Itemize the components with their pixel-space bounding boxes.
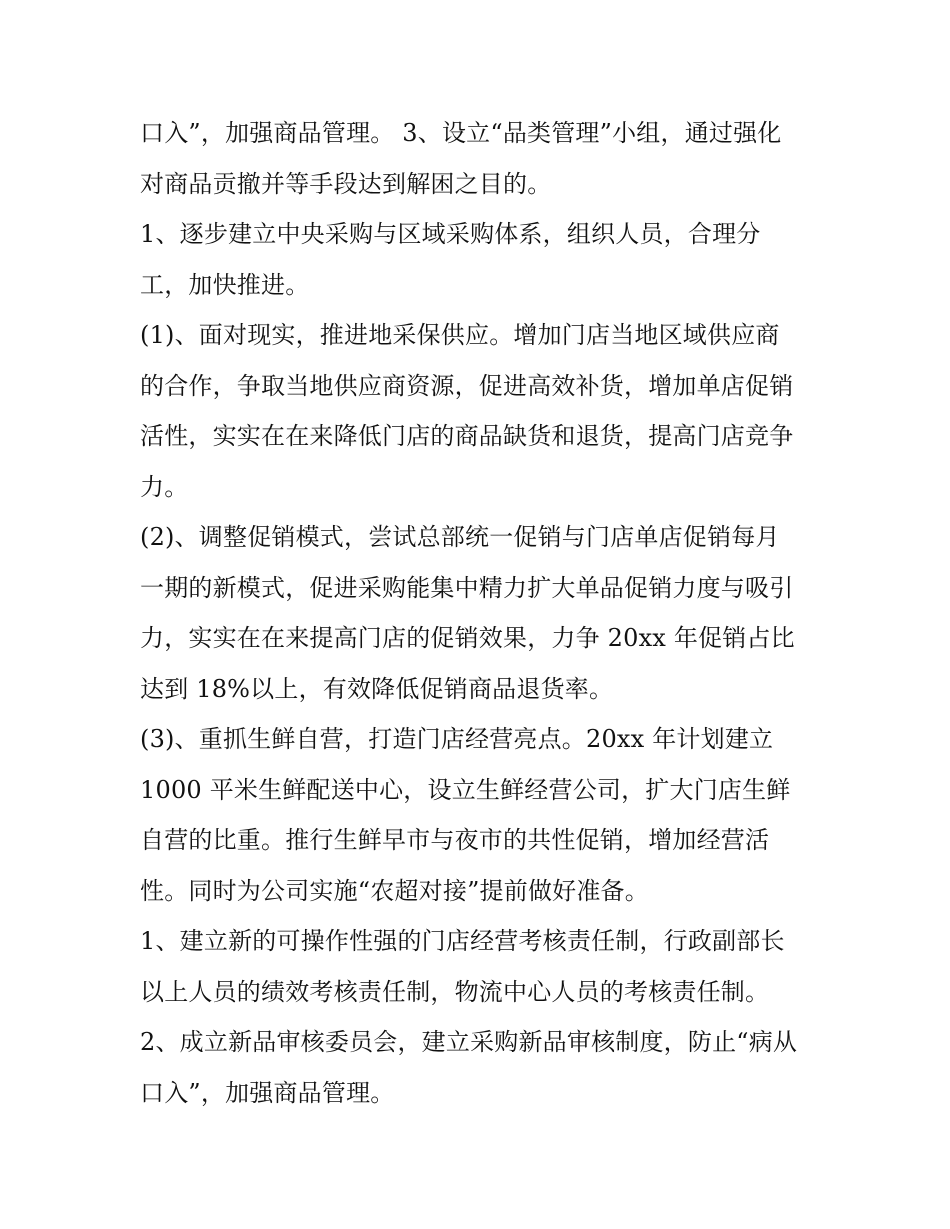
text-line-12: 达到 18%以上，有效降低促销商品退货率。 bbox=[140, 674, 614, 703]
text-line-20: 口入”，加强商品管理。 bbox=[140, 1078, 395, 1107]
text-line-18: 以上人员的绩效考核责任制，物流中心人员的考核责任制。 bbox=[140, 977, 770, 1006]
text-line-3: 1、逐步建立中央采购与区域采购体系，组织人员，合理分 bbox=[140, 220, 761, 248]
text-line-2: 对商品贡撤并等手段达到解困之目的。 bbox=[140, 169, 552, 198]
text-line-8: 力。 bbox=[140, 472, 189, 501]
text-line-5: (1)、面对现实，推进地采保供应。增加门店当地区域供应商 bbox=[140, 321, 780, 349]
text-line-13: (3)、重抓生鲜自营，打造门店经营亮点。20xx 年计划建立 bbox=[140, 725, 774, 753]
text-line-10: 一期的新模式，促进采购能集中精力扩大单品促销力度与吸引 bbox=[140, 573, 794, 602]
text-line-1: 口入”，加强商品管理。 3、设立“品类管理”小组，通过强化 bbox=[140, 119, 782, 147]
text-line-9: (2)、调整促销模式，尝试总部统一促销与门店单店促销每月 bbox=[140, 523, 780, 551]
text-line-4: 工，加快推进。 bbox=[140, 270, 310, 299]
text-line-7: 活性，实实在在来降低门店的商品缺货和退货，提高门店竞争 bbox=[140, 422, 794, 450]
document-body-text bbox=[140, 108, 830, 1118]
text-line-16: 性。同时为公司实施“农超对接”提前做好准备。 bbox=[140, 876, 649, 905]
text-line-11: 力，实实在在来提高门店的促销效果，力争 20xx 年促销占比 bbox=[140, 624, 795, 652]
text-line-15: 自营的比重。推行生鲜早市与夜市的共性促销，增加经营活 bbox=[140, 826, 770, 854]
text-line-6: 的合作，争取当地供应商资源，促进高效补货，增加单店促销 bbox=[140, 371, 794, 400]
text-line-14: 1000 平米生鲜配送中心，设立生鲜经营公司，扩大门店生鲜 bbox=[140, 775, 791, 804]
text-line-19: 2、成立新品审核委员会，建立采购新品审核制度，防止“病从 bbox=[140, 1028, 798, 1056]
text-line-17: 1、建立新的可操作性强的门店经营考核责任制，行政副部长 bbox=[140, 927, 785, 955]
